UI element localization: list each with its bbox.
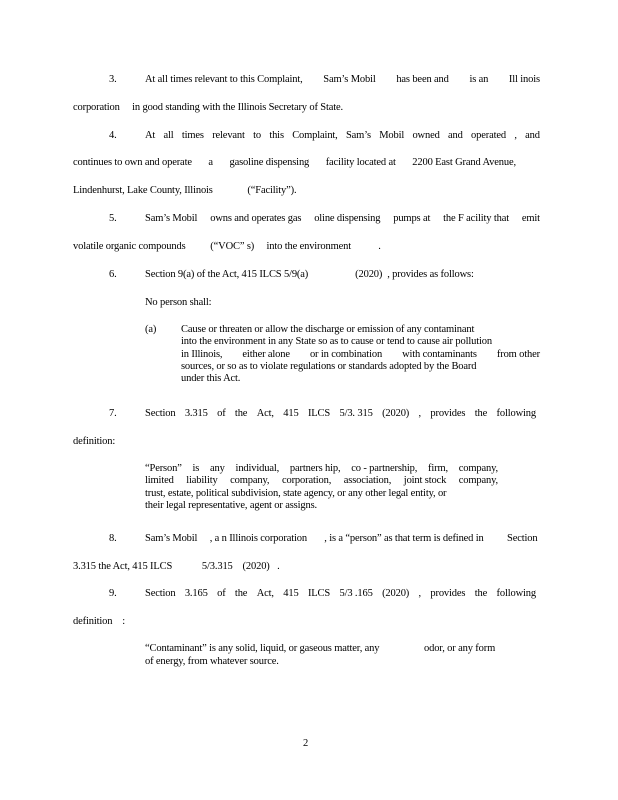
paragraph-number: 9.	[109, 588, 117, 599]
block-quote-contaminant-line-2: of energy, from whatever source.	[145, 656, 279, 667]
block-quote-contaminant-line-1: “Contaminant” is any solid, liquid, or gaseous matter, any	[145, 643, 380, 654]
paragraph-number: 8.	[109, 533, 117, 544]
page-number: 2	[303, 738, 309, 749]
paragraph-8-line-1: Sam’s Mobil , a n Illinois corporation , is a “person” as that term is defined in	[145, 533, 484, 544]
paragraph-4-line-2: continues to own and operate a gasoline dispensing facility located at 2200 East Grand Avenue,	[73, 157, 516, 168]
paragraph-5-line-1: Sam’s Mobil owns and operates gas oline dispensing pumps at the F acility that emit	[145, 213, 540, 224]
paragraph-5-line-2: volatile organic compounds (“VOC” s) into the environment .	[73, 241, 381, 252]
block-quote-contaminant-line-1-end: odor, or any form	[424, 643, 496, 654]
paragraph-6-intro: No person shall:	[145, 297, 212, 308]
paragraph-3-line-2: corporation in good standing with the Illinois Secretary of State.	[73, 102, 344, 113]
paragraph-number: 3.	[109, 74, 117, 85]
paragraph-9-line-1: Section 3.165 of the Act, 415 ILCS 5/3 .165 (2020) , provides the following	[145, 588, 536, 599]
paragraph-number: 4.	[109, 130, 117, 141]
paragraph-3-line-1: At all times relevant to this Complaint, Sam’s Mobil has been and is an Ill inois	[145, 74, 540, 85]
paragraph-4-line-3: Lindenhurst, Lake County, Illinois (“Facility”).	[73, 185, 297, 196]
paragraph-9-line-2: definition :	[73, 616, 125, 627]
paragraph-4-line-1: At all times relevant to this Complaint, Sam’s Mobil owned and operated , and	[145, 130, 540, 141]
paragraph-8-line-2: 3.315 the Act, 415 ILCS 5/3.315 (2020) .	[73, 561, 280, 572]
paragraph-7-line-2: definition:	[73, 436, 116, 447]
paragraph-7-line-1: Section 3.315 of the Act, 415 ILCS 5/3. 315 (2020) , provides the following	[145, 408, 536, 419]
paragraph-6-line-1: Section 9(a) of the Act, 415 ILCS 5/9(a) (2020) , provides as follows:	[145, 269, 474, 280]
paragraph-number: 6.	[109, 269, 117, 280]
block-quote-section-9a: Cause or threaten or allow the discharge or emission of any contaminant into the environment in any State so as to cause or tend to cause air pollution in Illinois, either alone or in combination with contaminants from other sources, or so as to violate regulations or standards adopted by the Board under this Act.	[181, 324, 540, 385]
paragraph-number: 7.	[109, 408, 117, 419]
block-quote-person-definition: “Person” is any individual, partners hip, co - partnership, firm, company, limited liability company, corporation, association, joint stock company, trust, estate, political subdivision, state agency, or any other legal entity, or their legal representative, agent or assigns.	[145, 463, 498, 511]
paragraph-number: 5.	[109, 213, 117, 224]
subsection-label: (a)	[145, 324, 157, 335]
paragraph-8-line-1-end: Section	[507, 533, 538, 544]
